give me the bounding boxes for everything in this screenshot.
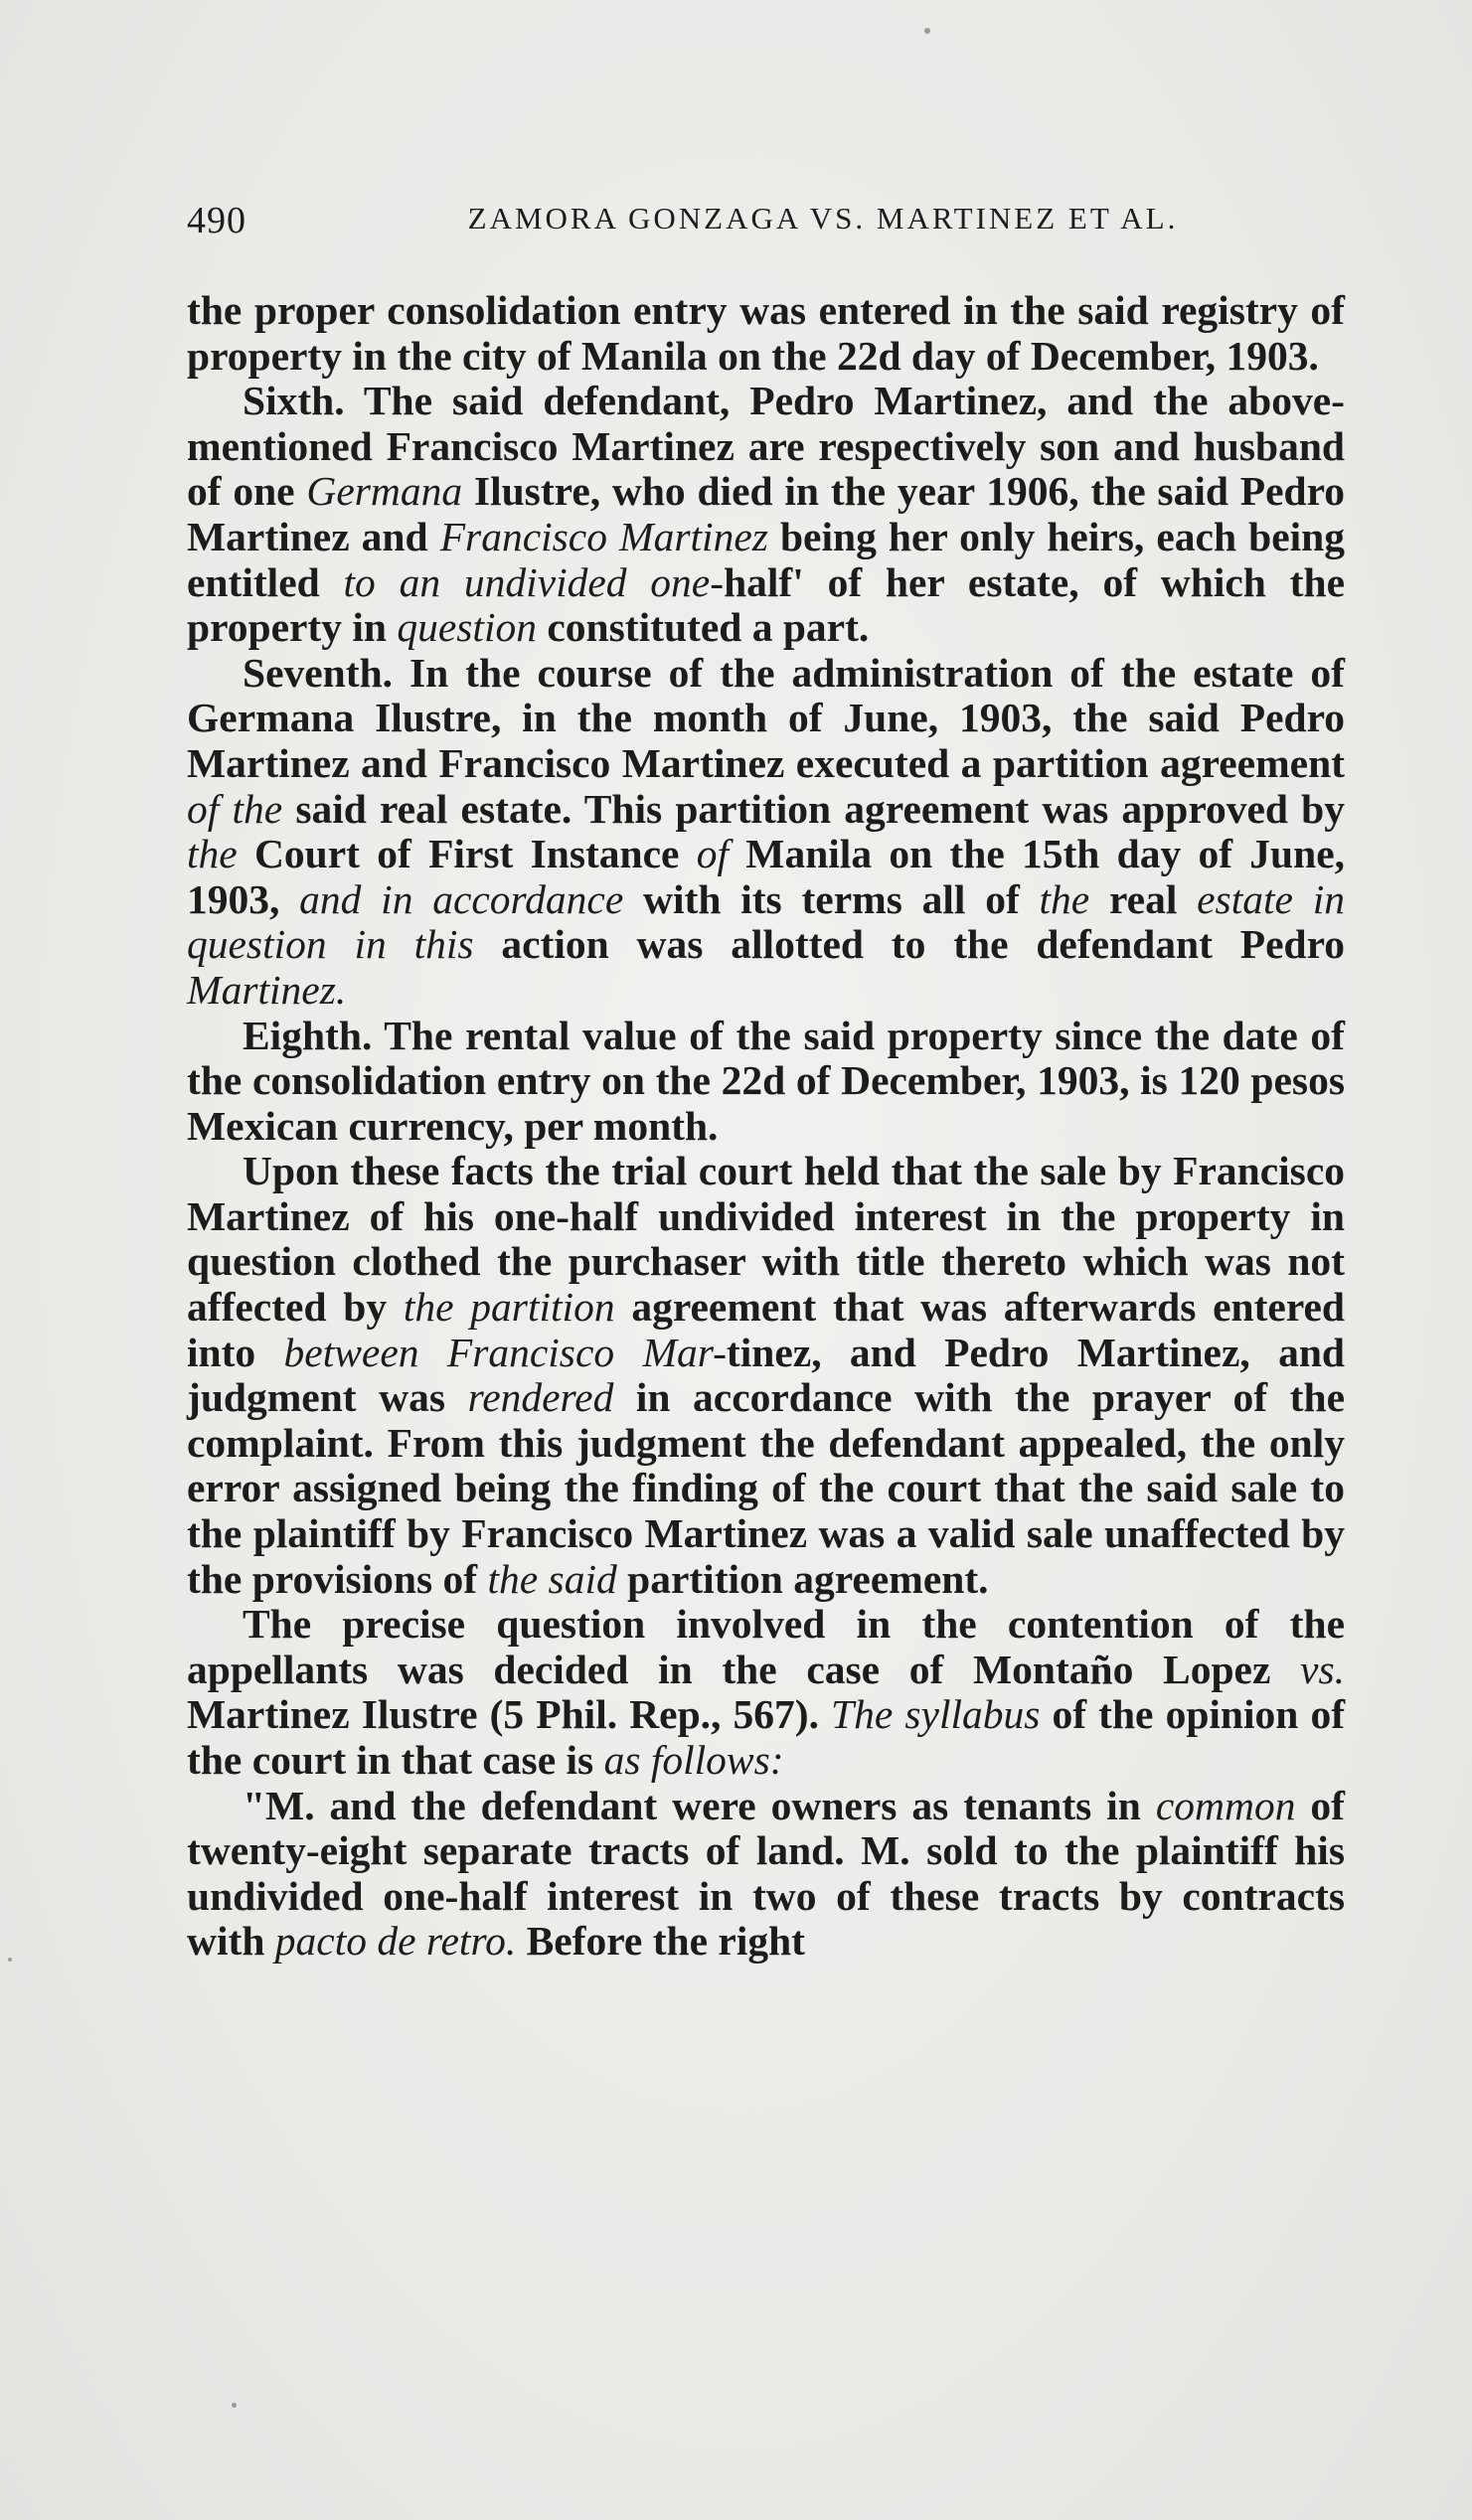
italic-text: and in accordance — [299, 875, 624, 922]
paragraph-text: half' of her estate, of which the property in — [187, 558, 1345, 651]
italic-text: as follows: — [603, 1737, 784, 1783]
paragraph-text: Sixth. The said defendant, Pedro Martinez, and the above-mentioned Francisco Martinez are respectively son and husband of one — [187, 378, 1345, 515]
paragraph-text: being her only heirs, each being entitled — [187, 513, 1345, 605]
paper-speck — [924, 28, 930, 34]
italic-text: the — [187, 831, 238, 877]
running-head — [187, 199, 1350, 248]
italic-text: common — [1155, 1782, 1296, 1828]
italic-text: The syllabus — [831, 1691, 1041, 1738]
italic-text: vs. — [1300, 1646, 1345, 1692]
paragraph-text: Before the right — [516, 1918, 806, 1965]
italic-text: to an undivided one- — [343, 558, 725, 605]
paragraph-text: of twenty-eight separate tracts of land. M. sold to the plaintiff his undivided one-half interest in two of these tracts by contracts with — [187, 1782, 1345, 1965]
paragraph-text: Martinez Ilustre (5 Phil. Rep., 567). — [187, 1691, 832, 1738]
italic-text: the said — [487, 1555, 617, 1602]
paragraph-text: of the opinion of the court in that case is — [187, 1691, 1346, 1783]
italic-text: of the — [187, 785, 283, 832]
italic-text: question — [397, 604, 537, 651]
paragraph-text: Ilustre, who died in the year 1906, the said Pedro Martinez and — [187, 468, 1345, 559]
running-head-title: ZAMORA GONZAGA VS. MARTINEZ ET AL. — [467, 201, 1179, 236]
paragraph-text: the proper consolidation entry was entered in the said registry of property in the city of Manila on the 22d day of December, 1903. — [187, 287, 1345, 379]
paragraph-text: "M. and the defendant were owners as tenants in — [243, 1782, 1156, 1828]
paper-speck — [8, 1958, 12, 1962]
paragraph-text: agreement that was afterwards entered into — [187, 1284, 1345, 1375]
paragraph-text: real — [1089, 875, 1198, 922]
italic-text: Martinez. — [187, 966, 347, 1013]
body-text — [187, 288, 1345, 1965]
paragraph — [187, 379, 1345, 651]
paragraph-text: with its terms all of — [623, 875, 1040, 922]
italic-text: between Francisco Mar- — [283, 1329, 727, 1375]
italic-text: the partition — [403, 1284, 615, 1331]
italic-text: Francisco Martinez — [439, 513, 768, 559]
italic-text: the — [1039, 875, 1090, 922]
italic-text: pacto de retro. — [274, 1918, 517, 1965]
paragraph — [187, 1602, 1345, 1783]
paragraph — [187, 288, 1345, 379]
italic-text: rendered — [467, 1374, 614, 1421]
paragraph-text: in accordance with the prayer of the complaint. From this judgment the defendant appealed, the only error assigned being the finding of the court that the said sale to the plaintiff by Francisco Martinez was a valid sale unaffected by the provisions of — [187, 1374, 1345, 1602]
paragraph-text: partition agreement. — [616, 1555, 989, 1602]
paragraph-text: said real estate. This partition agreement was approved by — [282, 785, 1345, 832]
italic-text: estate in question in this — [187, 875, 1345, 968]
paragraph-text: constituted a part. — [537, 604, 870, 651]
paragraph-text: Manila on the 15th day of June, 1903, — [187, 831, 1346, 922]
paragraph — [187, 1149, 1345, 1602]
paragraph-text: Eighth. The rental value of the said property since the date of the consolidation entry on the 22d of December, 1903, is 120 pesos Mexican currency, per month. — [187, 1012, 1345, 1149]
page-number: 490 — [187, 200, 246, 241]
paragraph — [187, 1784, 1345, 1965]
italic-text: Germana — [306, 468, 463, 515]
paragraph-text: tinez, and Pedro Martinez, and judgment was — [187, 1329, 1345, 1421]
paper-speck — [232, 2403, 237, 2408]
paragraph-text: Court of First Instance — [237, 831, 697, 877]
paragraph — [187, 651, 1345, 1014]
paragraph-text: The precise question involved in the contention of the appellants was decided in the case of Montaño Lopez — [187, 1601, 1345, 1692]
paragraph-text: Upon these facts the trial court held that the sale by Francisco Martinez of his one-half undivided interest in the property in question clothed the purchaser with title thereto which was not affected by — [187, 1148, 1345, 1331]
italic-text: of — [696, 831, 730, 877]
paragraph-text: action was allotted to the defendant Pedro — [473, 921, 1345, 968]
paragraph-text: Seventh. In the course of the administration of the estate of Germana Ilustre, in the month of June, 1903, the said Pedro Martinez and Francisco Martinez executed a partition agreement — [187, 649, 1345, 786]
paragraph — [187, 1014, 1345, 1150]
